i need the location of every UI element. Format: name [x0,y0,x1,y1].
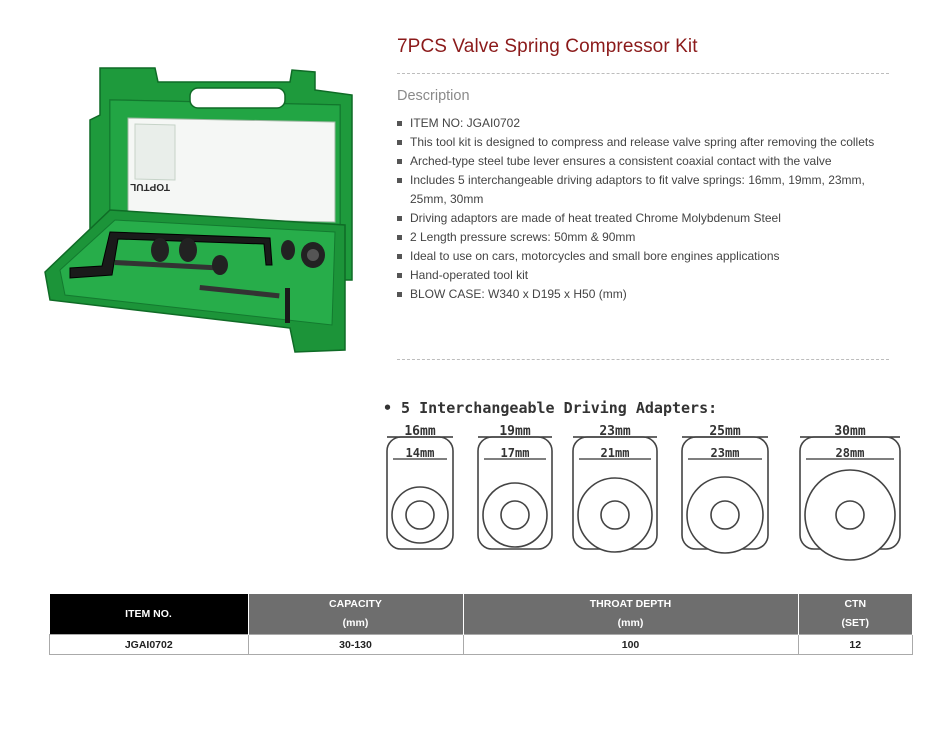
list-item: 2 Length pressure screws: 50mm & 90mm [397,228,897,247]
title-divider [397,73,889,74]
list-item: ITEM NO: JGAI0702 [397,114,897,133]
list-item: Ideal to use on cars, motorcycles and small bore engines applications [397,247,897,266]
adapter-inner-ring [406,501,434,529]
adapter-inner-ring [501,501,529,529]
list-item: BLOW CASE: W340 x D195 x H50 (mm) [397,285,897,304]
adapters-svg [380,395,920,565]
list-item: Arched-type steel tube lever ensures a consistent coaxial contact with the valve [397,152,897,171]
adapter-inner-label: 28mm [835,446,865,460]
cell-throat-depth: 100 [463,635,798,655]
adapter-4 [800,424,900,560]
adapter-inner-ring [836,501,864,529]
adapter-inner-label: 17mm [500,446,530,460]
adapter-inner-label: 21mm [600,446,630,460]
product-image [40,60,355,355]
header-ctn: CTN (SET) [798,594,913,635]
adapter-0 [387,424,453,549]
table-header-row [50,594,913,635]
tool-case-illustration [40,60,355,355]
adapter-outer-label: 16mm [404,424,436,439]
adapter-outer-label: 19mm [499,424,531,439]
product-title: 7PCS Valve Spring Compressor Kit [397,36,698,57]
adapter-outer-label: 23mm [599,424,631,439]
adapter-inner-ring [711,501,739,529]
spec-table [49,594,913,655]
header-throat-depth: THROAT DEPTH (mm) [463,594,798,635]
adapter-group [387,424,900,560]
cell-item-no: JGAI0702 [50,635,249,655]
adapter-3 [682,424,768,553]
description-heading: Description [397,88,470,104]
adapter-inner-label: 14mm [405,446,435,460]
adapter-1 [478,424,552,549]
list-item: Includes 5 interchangeable driving adaptors to fit valve springs: 16mm, 19mm, 23mm, 25mm, 30mm [397,171,897,209]
list-item: This tool kit is designed to compress and release valve spring after removing the collets [397,133,897,152]
adapters-heading: • 5 Interchangeable Driving Adapters: [383,399,718,417]
case-brand-text: TOPTUL [130,181,170,192]
adapter-outer-label: 30mm [834,424,866,439]
adapter-outer-label: 25mm [709,424,741,439]
adapter-2 [573,424,657,552]
adapters-diagram [380,395,920,565]
list-item: Hand-operated tool kit [397,266,897,285]
header-item-no: ITEM NO. [50,594,249,635]
description-list [397,114,897,304]
section-divider [397,359,889,360]
cell-ctn: 12 [798,635,913,655]
adapter-inner-ring [601,501,629,529]
adapter-inner-label: 23mm [710,446,740,460]
cell-capacity: 30-130 [248,635,463,655]
table-row [50,635,913,655]
header-capacity: CAPACITY (mm) [248,594,463,635]
list-item: Driving adaptors are made of heat treated Chrome Molybdenum Steel [397,209,897,228]
